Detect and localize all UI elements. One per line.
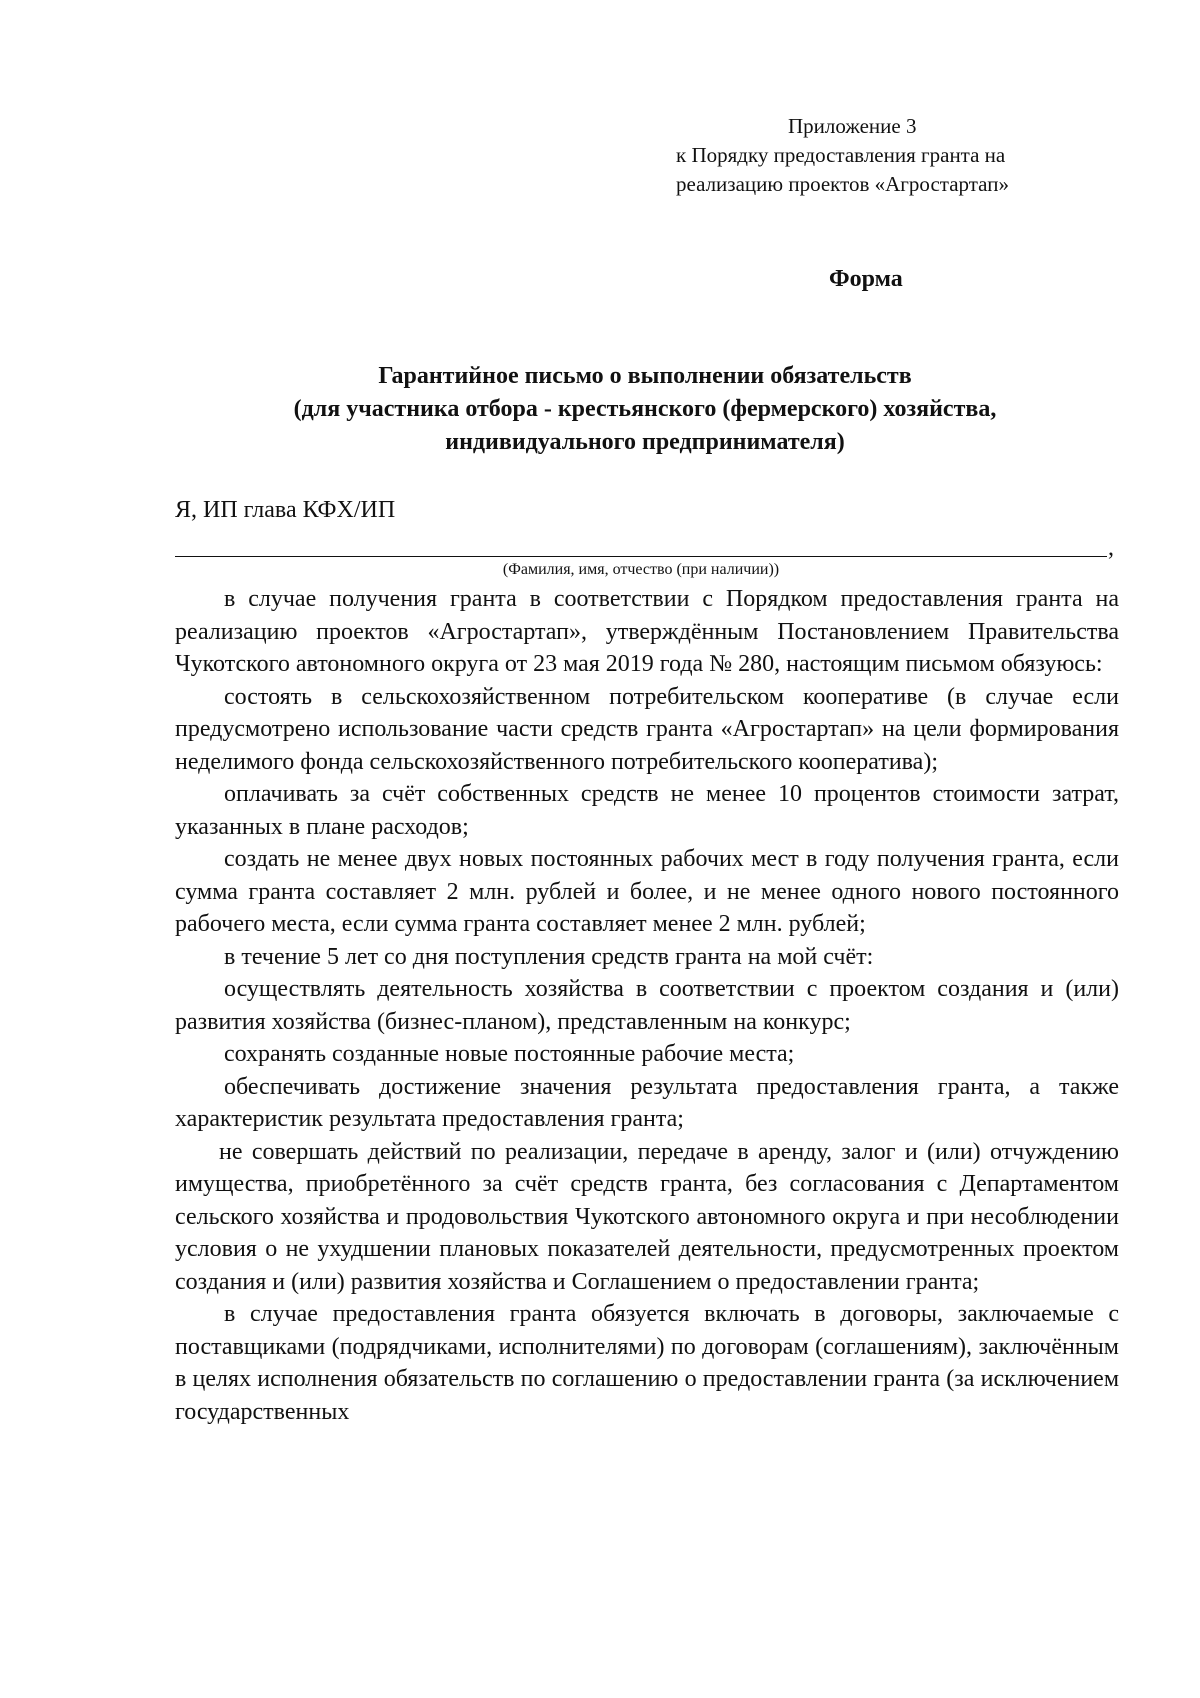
form-label: Форма bbox=[829, 266, 903, 292]
body-paragraph: в случае получения гранта в соответствии с Порядком предоставления гранта на реализацию проектов «Агростартап», утверждённым Постановлением Правительства Чукотского автономного округа от 23 мая 2019 года № 280, настоящим письмом обязуюсь: bbox=[175, 586, 1119, 677]
full-name-field[interactable] bbox=[175, 556, 1107, 557]
body-paragraph: осуществлять деятельность хозяйства в соответствии с проектом создания и (или) развития хозяйства (бизнес-планом), представленным на конкурс; bbox=[175, 976, 1119, 1035]
title-line: индивидуального предпринимателя) bbox=[445, 429, 845, 455]
title-line: Гарантийное письмо о выполнении обязательств bbox=[378, 363, 912, 389]
body-paragraph: не совершать действий по реализации, передаче в аренду, залог и (или) отчуждению имущества, приобретённого за счёт средств гранта, без согласования с Департаментом сельского хозяйства и продовольствия Чукотского автономного округа и при несоблюдении условия о не ухудшении плановых показателей деятельности, предусмотренных проектом создания и (или) развития хозяйства и Соглашением о предоставлении гранта; bbox=[175, 1138, 1119, 1295]
body-paragraph: оплачивать за счёт собственных средств не менее 10 процентов стоимости затрат, указанных в плане расходов; bbox=[175, 781, 1119, 840]
full-name-comma: , bbox=[1108, 535, 1114, 561]
intro-text: Я, ИП глава КФХ/ИП bbox=[175, 497, 396, 523]
full-name-caption: (Фамилия, имя, отчество (при наличии)) bbox=[502, 561, 780, 578]
body-paragraph: состоять в сельскохозяйственном потребительском кооперативе (в случае если предусмотрено использование части средств гранта «Агростартап» на цели формирования неделимого фонда сельскохозяйственного потребительского кооператива); bbox=[175, 683, 1119, 775]
annex-number: Приложение 3 bbox=[788, 114, 917, 138]
document-title bbox=[175, 360, 1115, 459]
annex-reference-line: к Порядку предоставления гранта на bbox=[676, 143, 1006, 167]
body-paragraph: сохранять созданные новые постоянные рабочие места; bbox=[224, 1041, 795, 1067]
annex-reference-line: реализацию проектов «Агростартап» bbox=[676, 172, 1009, 196]
annex-reference bbox=[676, 112, 1076, 199]
body-paragraph: в случае предоставления гранта обязуется включать в договоры, заключаемые с поставщиками (подрядчиками, исполнителями) по договорам (соглашениям), заключённым в целях исполнения обязательств по соглашению о предоставлении гранта (за исключением государственных bbox=[175, 1301, 1119, 1425]
body-paragraph: в течение 5 лет со дня поступления средств гранта на мой счёт: bbox=[224, 943, 874, 970]
title-line: (для участника отбора - крестьянского (фермерского) хозяйства, bbox=[293, 396, 997, 422]
body-paragraph: создать не менее двух новых постоянных рабочих мест в году получения гранта, если сумма гранта составляет 2 млн. рублей и более, и не менее одного нового постоянного рабочего места, если сумма гранта составляет менее 2 млн. рублей; bbox=[175, 846, 1119, 937]
letter-body bbox=[175, 583, 1119, 1428]
body-paragraph: обеспечивать достижение значения результата предоставления гранта, а также характеристик результата предоставления гранта; bbox=[175, 1073, 1119, 1132]
